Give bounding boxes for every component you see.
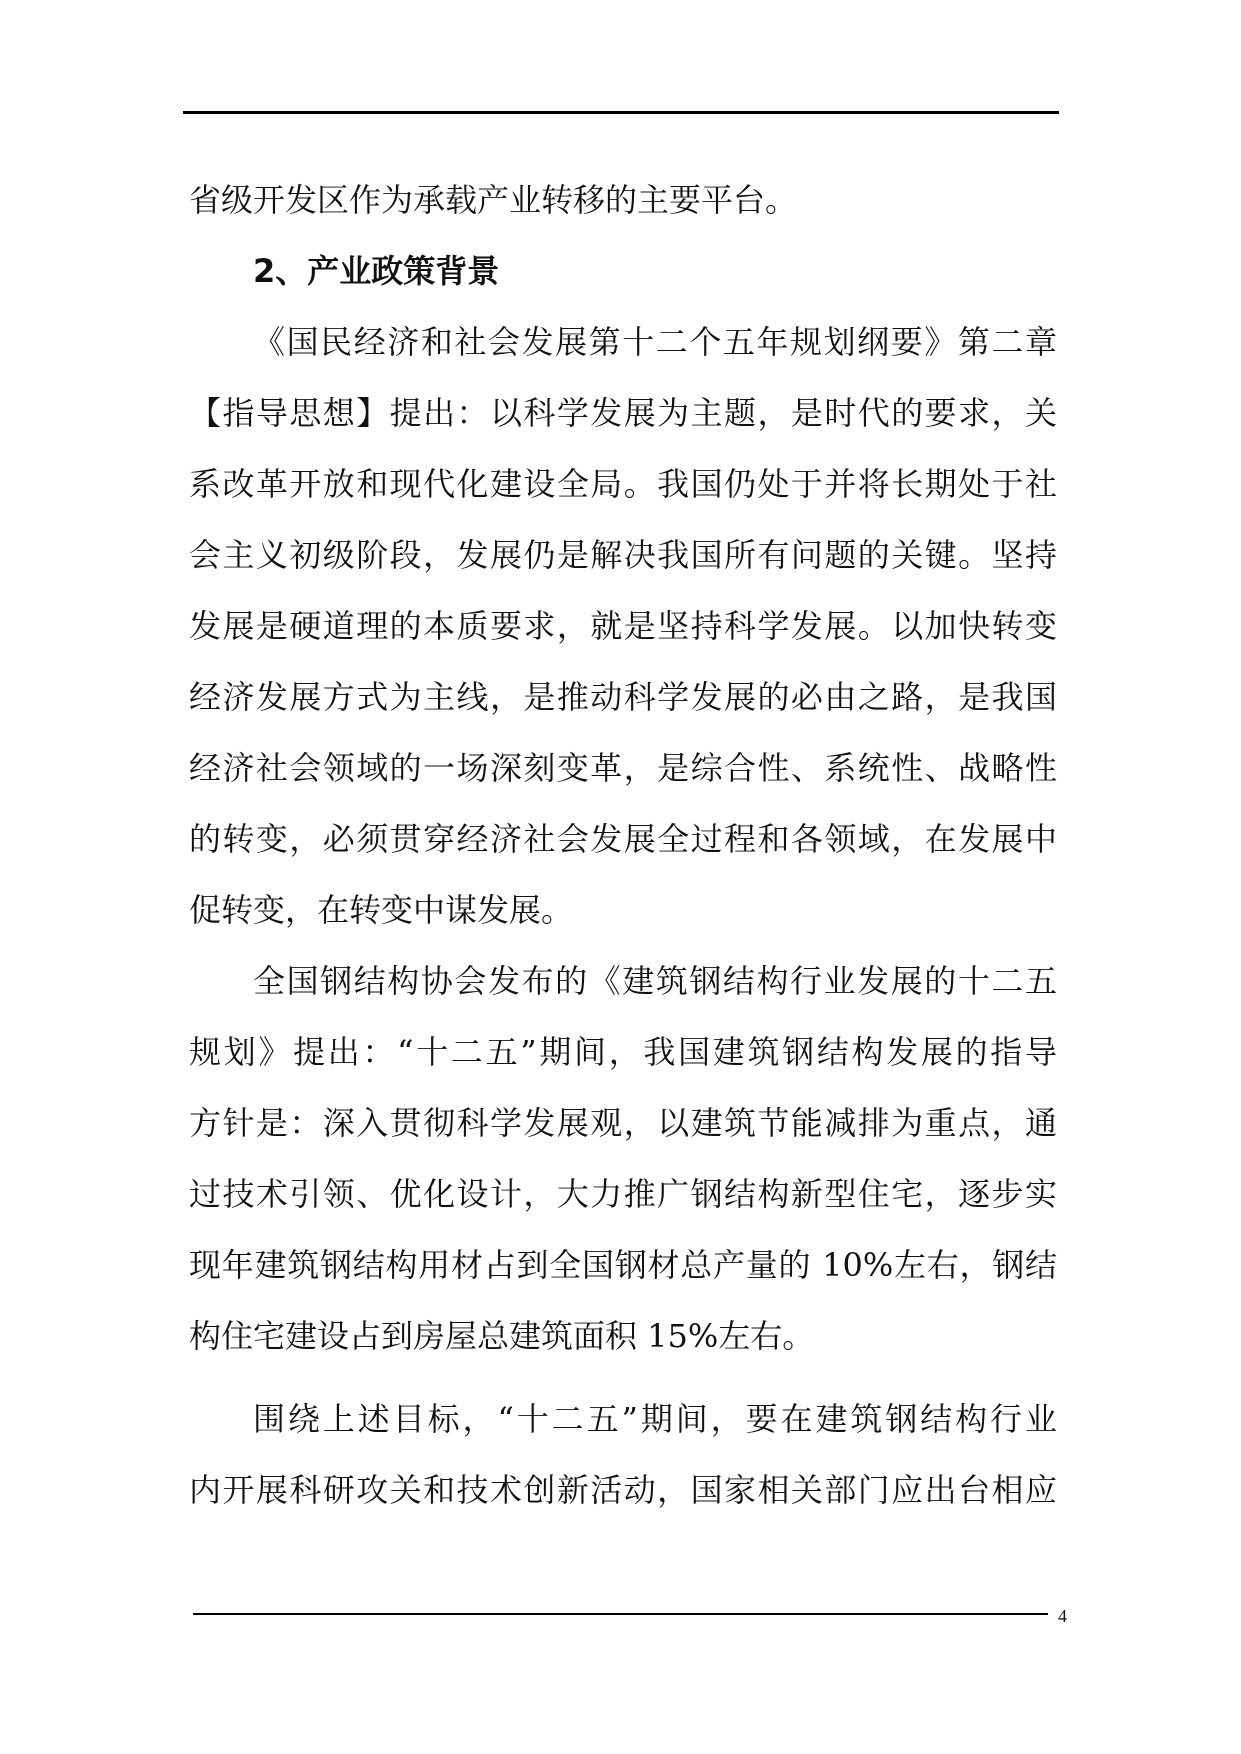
- paragraph-line: 《国民经济和社会发展第十二个五年规划纲要》第二章: [253, 323, 1057, 361]
- paragraph-line: 经济社会领域的一场深刻变革，是综合性、系统性、战略性: [189, 749, 1057, 787]
- paragraph-line: 促转变，在转变中谋发展。: [189, 891, 574, 929]
- paragraph-line: 【指导思想】提出：以科学发展为主题，是时代的要求，关: [189, 394, 1057, 432]
- paragraph-gap: [189, 1372, 1057, 1384]
- footer-rule: [193, 1613, 1048, 1615]
- document-body: [189, 165, 1057, 1526]
- paragraph-line: 系改革开放和现代化建设全局。我国仍处于并将长期处于社: [189, 465, 1057, 503]
- page-number: 4: [1058, 1606, 1067, 1626]
- paragraph-line: 经济发展方式为主线，是推动科学发展的必由之路，是我国: [189, 678, 1057, 716]
- paragraph-line: 的转变，必须贯穿经济社会发展全过程和各领域，在发展中: [189, 820, 1057, 858]
- header-rule: [183, 111, 1059, 114]
- paragraph-line: 发展是硬道理的本质要求，就是坚持科学发展。以加快转变: [189, 607, 1057, 645]
- paragraph-line: 省级开发区作为承载产业转移的主要平台。: [189, 181, 798, 219]
- paragraph-line: 规划》提出：“十二五”期间，我国建筑钢结构发展的指导: [189, 1033, 1057, 1071]
- paragraph-line: 会主义初级阶段，发展仍是解决我国所有问题的关键。坚持: [189, 536, 1057, 574]
- paragraph-line: 过技术引领、优化设计，大力推广钢结构新型住宅，逐步实: [189, 1175, 1057, 1213]
- paragraph-line: 围绕上述目标，“十二五”期间，要在建筑钢结构行业: [253, 1400, 1057, 1438]
- paragraph-line: 方针是：深入贯彻科学发展观，以建筑节能减排为重点，通: [189, 1104, 1057, 1142]
- paragraph-line: 现年建筑钢结构用材占到全国钢材总产量的 10%左右，钢结: [189, 1246, 1057, 1284]
- paragraph-line: 内开展科研攻关和技术创新活动，国家相关部门应出台相应: [189, 1471, 1057, 1509]
- paragraph-line: 全国钢结构协会发布的《建筑钢结构行业发展的十二五: [253, 962, 1057, 1000]
- paragraph-line: 构住宅建设占到房屋总建筑面积 15%左右。: [189, 1317, 815, 1355]
- section-heading: 2、产业政策背景: [253, 252, 500, 290]
